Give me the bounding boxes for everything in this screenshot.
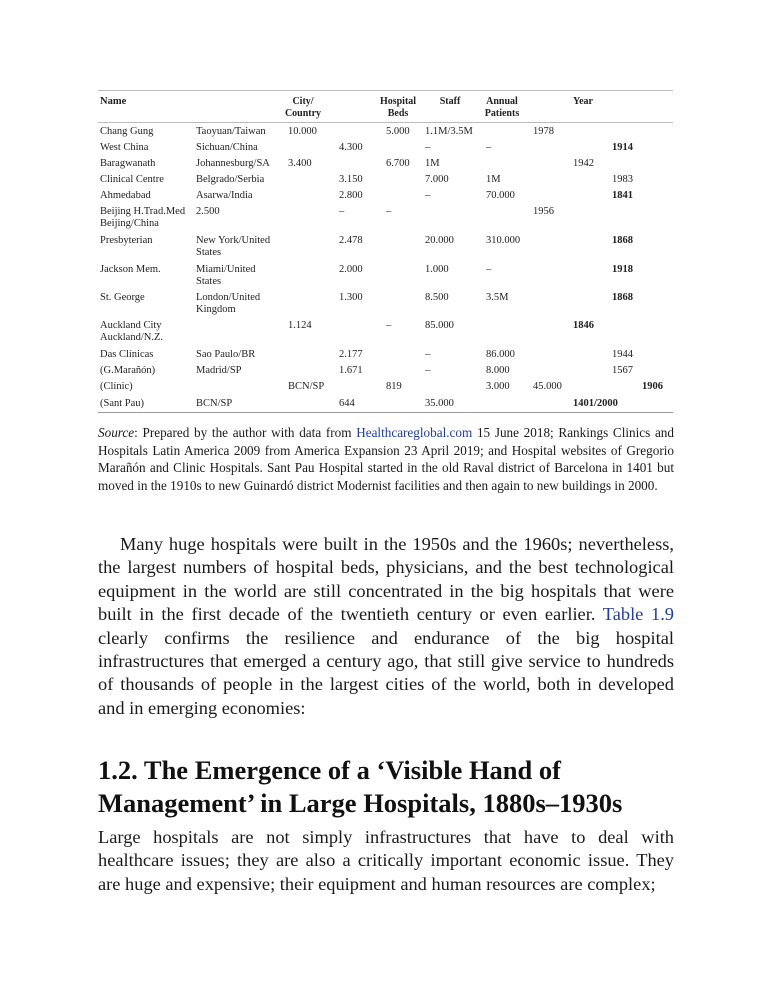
table-cell: 2.177 — [339, 349, 363, 360]
table-cell: 1846 — [573, 320, 594, 331]
table-cell: West China — [100, 142, 149, 153]
table-cell: Belgrado/Serbia — [196, 174, 265, 185]
table-cell: 1914 — [612, 142, 633, 153]
table-cell: Clinical Centre — [100, 174, 164, 185]
table-cell: 1.124 — [288, 320, 312, 331]
table-cell: 1567 — [612, 365, 633, 376]
header-city-country: City/ Country — [284, 96, 322, 119]
header-annual-patients: Annual Patients — [484, 96, 520, 119]
table-cell: 45.000 — [533, 381, 562, 392]
table-cell: 1944 — [612, 349, 633, 360]
source-link[interactable]: Healthcareglobal.com — [356, 425, 473, 440]
table-cell: Presbyterian — [100, 235, 153, 246]
table-cell: Johannesburg/SA — [196, 158, 270, 169]
table-cell: Sichuan/China — [196, 142, 258, 153]
table-cell: – — [425, 365, 431, 376]
table-cell: – — [425, 190, 431, 201]
header-year: Year — [573, 96, 593, 107]
table-cell: 1.300 — [339, 292, 363, 303]
table-cell: Das Clínicas — [100, 349, 154, 360]
table-cell: BCN/SP — [196, 398, 233, 409]
table-cell: 1868 — [612, 235, 633, 246]
table-header-rule — [98, 122, 673, 123]
table-cell: 1983 — [612, 174, 633, 185]
table-cell: Beijing H.Trad.Med Beijing/China — [100, 206, 186, 229]
header-staff: Staff — [439, 96, 461, 107]
table-cell: 35.000 — [425, 398, 454, 409]
source-text-1: : Prepared by the author with data from — [134, 425, 357, 440]
header-hospital-beds: Hospital Beds — [379, 96, 417, 119]
table-cell: Jackson Mem. — [100, 264, 161, 275]
table-cell: – — [425, 142, 431, 153]
table-cell: 2.000 — [339, 264, 363, 275]
table-cell: (Sant Pau) — [100, 398, 145, 409]
table-cell: London/United Kingdom — [196, 292, 261, 315]
table-cell: 644 — [339, 398, 355, 409]
table-cell: Auckland City Auckland/N.Z. — [100, 320, 163, 343]
table-cell: 1.000 — [425, 264, 449, 275]
table-cell: – — [339, 206, 345, 217]
table-cell: 5.000 — [386, 126, 410, 137]
header-name: Name — [100, 96, 127, 107]
body-paragraph-2: Large hospitals are not simply infrastructures that have to deal with healthcare issues; they are also a critically important economic issue. They are huge and expensive; their equipment and human resources are complex; — [98, 827, 674, 894]
table-top-rule — [98, 90, 673, 91]
table-cell: 3.150 — [339, 174, 363, 185]
table-cell: Chang Gung — [100, 126, 154, 137]
table-cell: 1M — [486, 174, 501, 185]
table-cell: 8.500 — [425, 292, 449, 303]
table-cell: 10.000 — [288, 126, 317, 137]
table-cell: 1.671 — [339, 365, 363, 376]
table-cell: New York/United States — [196, 235, 271, 258]
table-cell: 3.000 — [486, 381, 510, 392]
table-cell: – — [486, 264, 492, 275]
paragraph-text-2: clearly confirms the resilience and endurance of the big hospital infrastructures that emerged a century ago, that still give service to hundreds of thousands of people in the largest cities of the world, both in developed and in emerging economies: — [98, 627, 674, 718]
table-cell: – — [386, 320, 392, 331]
table-cell: 1978 — [533, 126, 554, 137]
table-source-note — [98, 424, 674, 494]
table-cell: 1868 — [612, 292, 633, 303]
section-heading: 1.2. The Emergence of a ‘Visible Hand of Management’ in Large Hospitals, 1880s–1930s — [98, 755, 623, 818]
table-cell: 20.000 — [425, 235, 454, 246]
table-cell: St. George — [100, 292, 145, 303]
table-cell: – — [486, 142, 492, 153]
table-cell: 2.500 — [196, 206, 220, 217]
table-cell: 2.800 — [339, 190, 363, 201]
table-bottom-rule — [98, 412, 673, 413]
body-paragraph-1 — [98, 533, 674, 720]
table-cell: – — [386, 206, 392, 217]
table-cell: (G.Marañón) — [100, 365, 156, 376]
source-text-2: 15 June 2018; Rankings Clinics and Hospitals Latin America 2009 from America Expansion 23 April 2019; and Hospital websites of Gregorio Marañón and Clinic Hospitals. Sant Pau Hospital started in the old Raval district of Barcelona in 1401 but moved in the 1910s to new Guinardó district Modernist facilities and then again to new buildings in 2000. — [98, 425, 674, 493]
table-cell: Taoyuan/Taiwan — [196, 126, 266, 137]
table-cell: Ahmedabad — [100, 190, 151, 201]
table-cell: 819 — [386, 381, 402, 392]
table-cell: 7.000 — [425, 174, 449, 185]
table-cell: 3.5M — [486, 292, 509, 303]
table-cell: 6.700 — [386, 158, 410, 169]
table-cell: 1906 — [642, 381, 663, 392]
table-cell: 1942 — [573, 158, 594, 169]
table-cell: 1.1M/3.5M — [425, 126, 473, 137]
table-cell: 1401/2000 — [573, 398, 618, 409]
table-cell: 85.000 — [425, 320, 454, 331]
table-cell: Madrid/SP — [196, 365, 242, 376]
table-cell: 4.300 — [339, 142, 363, 153]
table-cell: 70.000 — [486, 190, 515, 201]
table-cell: Miami/United States — [196, 264, 256, 287]
table-cell: 1918 — [612, 264, 633, 275]
table-cell: Baragwanath — [100, 158, 156, 169]
paragraph-text-1: Many huge hospitals were built in the 1950s and the 1960s; nevertheless, the largest numbers of hospital beds, physicians, and the best technological equipment in the world are still concentrated in the big hospitals that were built in the first decade of the twentieth century or even earlier. — [98, 534, 674, 625]
table-cell: – — [425, 349, 431, 360]
table-cell: (Clínic) — [100, 381, 133, 392]
source-label: Source — [98, 425, 135, 440]
table-reference-link[interactable]: Table 1.9 — [602, 604, 674, 625]
table-cell: Asarwa/India — [196, 190, 253, 201]
table-cell: 1M — [425, 158, 440, 169]
table-cell: 1841 — [612, 190, 633, 201]
table-cell: 3.400 — [288, 158, 312, 169]
table-cell: 8.000 — [486, 365, 510, 376]
table-cell: 86.000 — [486, 349, 515, 360]
table-cell: Sao Paulo/BR — [196, 349, 256, 360]
table-cell: 310.000 — [486, 235, 521, 246]
table-cell: 1956 — [533, 206, 554, 217]
table-cell: BCN/SP — [288, 381, 325, 392]
table-cell: 2.478 — [339, 235, 363, 246]
